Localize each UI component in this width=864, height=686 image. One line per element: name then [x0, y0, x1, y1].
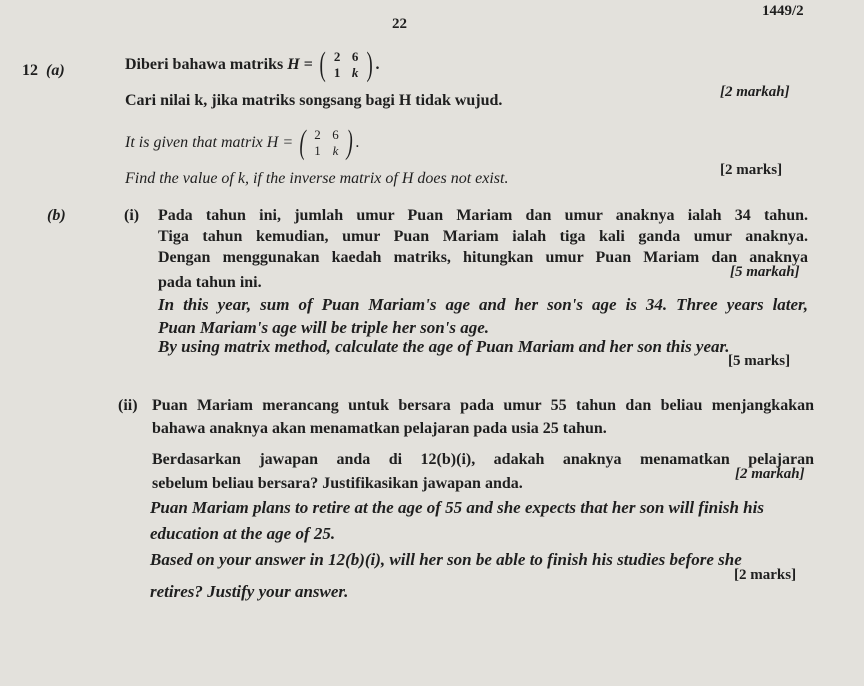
page-number: 22 [392, 16, 407, 32]
question-number: 12 [22, 62, 38, 79]
part-b-i-english-line-3: By using matrix method, calculate the age of Puan Mariam and her son this year. [158, 337, 730, 356]
paper-code: 1449/2 [762, 3, 804, 19]
part-b-ii-malay-line-1: Puan Mariam merancang untuk bersara pada umur 55 tahun dan beliau menjangkakan [152, 397, 814, 414]
part-a-english-marks: [2 marks] [720, 162, 783, 178]
part-b-i-english-line-1: In this year, sum of Puan Mariam's age and her son's age is 34. Three years later, [158, 295, 808, 314]
part-b-ii-english-line-4: retires? Justify your answer. [150, 582, 349, 601]
part-b-ii-malay-line-3: Berdasarkan jawapan anda di 12(b)(i), adakah anaknya menamatkan pelajaran [152, 451, 814, 468]
part-b-i-malay-line-3: Dengan menggunakan kaedah matriks, hitungkan umur Puan Mariam dan anaknya [158, 249, 808, 266]
part-a-malay-task: Cari nilai k, jika matriks songsang bagi H tidak wujud. [125, 92, 503, 109]
part-b-label: (b) [47, 207, 66, 224]
part-b-ii-malay-marks: [2 markah] [735, 466, 805, 482]
matrix-h-malay: ( 2 6 1 k ) [319, 46, 373, 83]
part-b-ii-english-line-2: education at the age of 25. [150, 524, 336, 543]
part-b-ii-label: (ii) [118, 397, 138, 414]
part-b-i-malay-line-2: Tiga tahun kemudian, umur Puan Mariam ialah tiga kali ganda umur anaknya. [158, 228, 808, 245]
part-b-i-english-marks: [5 marks] [728, 353, 791, 369]
matrix-h-english: ( 2 6 1 k ) [299, 124, 354, 161]
part-b-i-malay-marks: [5 markah] [730, 264, 800, 280]
part-b-i-label: (i) [124, 207, 140, 224]
part-b-i-malay-line-1: Pada tahun ini, jumlah umur Puan Mariam dan umur anaknya ialah 34 tahun. [158, 207, 808, 224]
part-b-ii-malay-line-4: sebelum beliau bersara? Justifikasikan jawapan anda. [152, 475, 523, 492]
part-b-ii-malay-line-2: bahawa anaknya akan menamatkan pelajaran pada usia 25 tahun. [152, 420, 607, 437]
part-a-malay-marks: [2 markah] [720, 84, 790, 100]
part-b-i-malay-line-4: pada tahun ini. [158, 274, 262, 291]
part-a-english-given: It is given that matrix H = ( 2 6 1 k ) . [125, 124, 360, 161]
part-b-i-english-line-2: Puan Mariam's age will be triple her son's age. [158, 318, 490, 337]
part-b-ii-english-marks: [2 marks] [734, 567, 797, 583]
part-b-ii-english-line-1: Puan Mariam plans to retire at the age of 55 and she expects that her son will finish his [150, 498, 764, 517]
part-b-ii-english-line-3: Based on your answer in 12(b)(i), will her son be able to finish his studies before she [150, 550, 742, 569]
part-a-malay-given: Diberi bahawa matriks H = ( 2 6 1 k ) . [125, 46, 380, 83]
part-a-english-task: Find the value of k, if the inverse matrix of H does not exist. [125, 170, 509, 187]
part-a-label: (a) [46, 62, 65, 79]
